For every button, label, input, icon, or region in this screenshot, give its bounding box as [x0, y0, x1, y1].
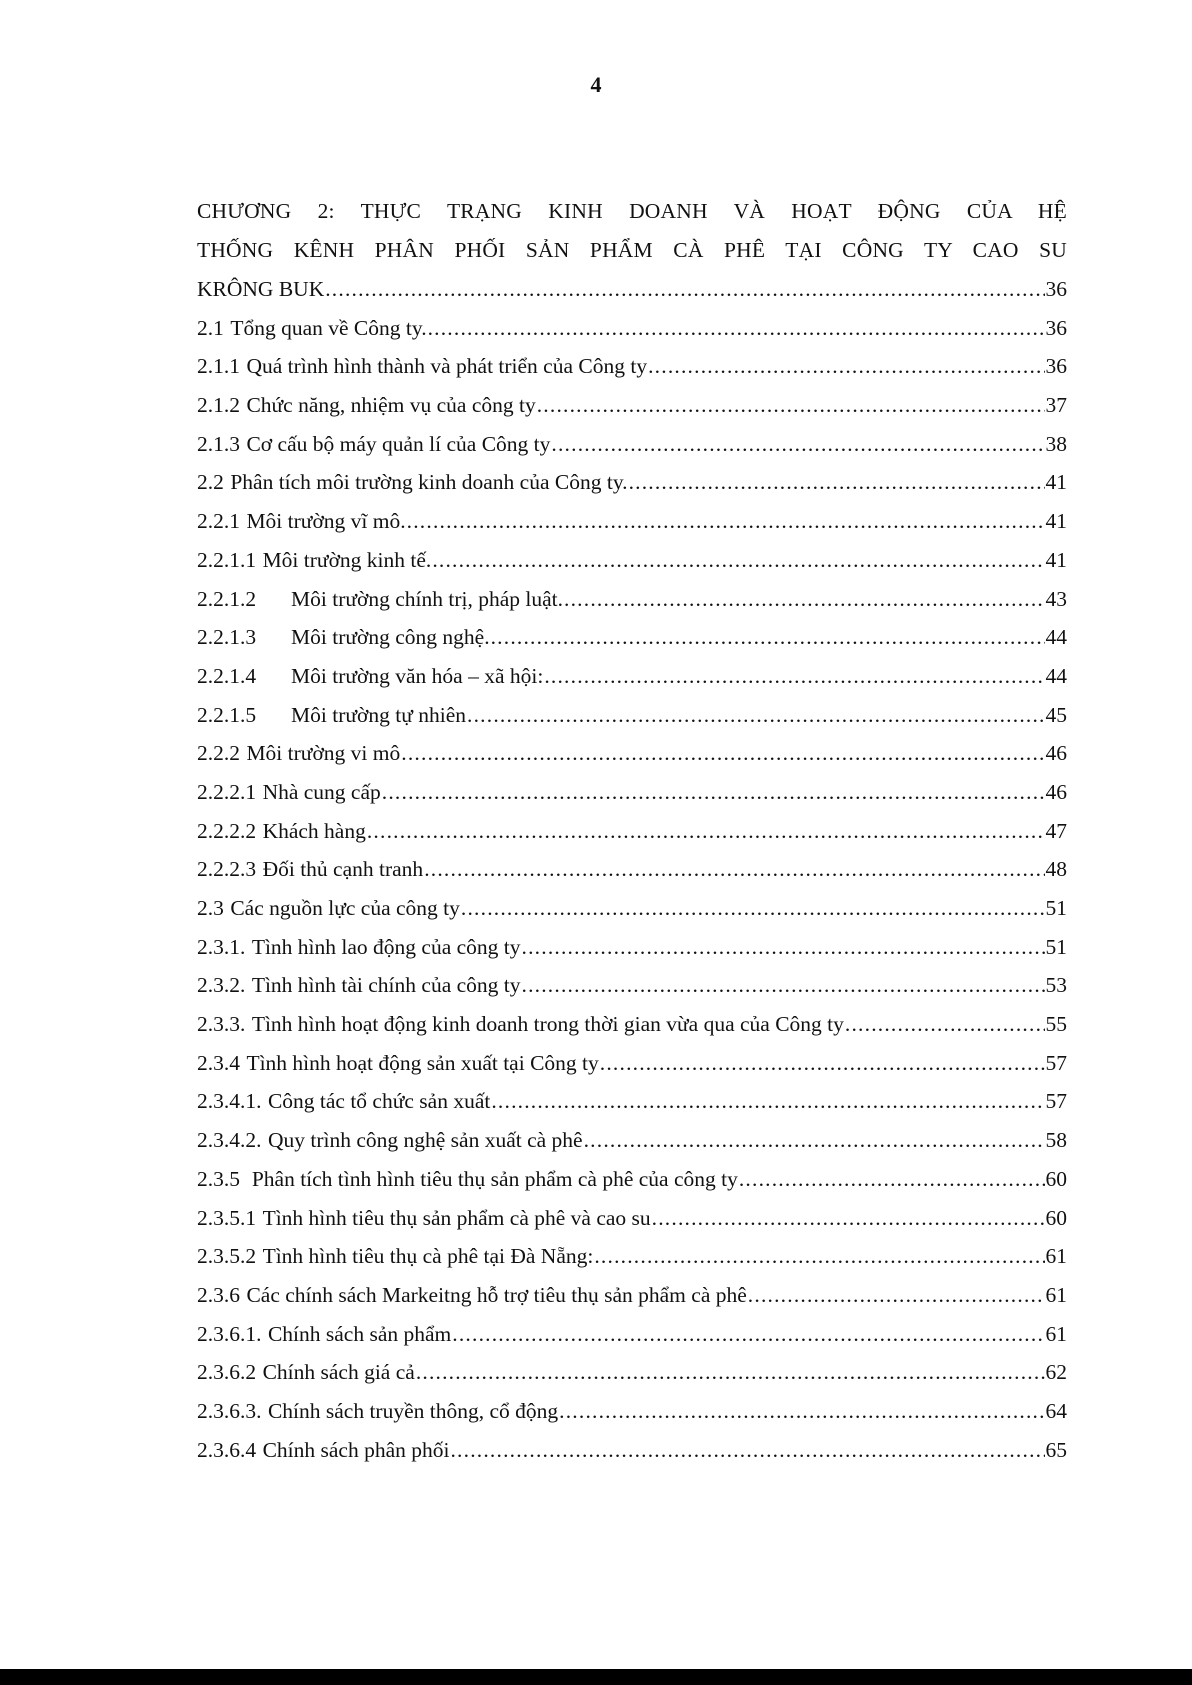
toc-entry-title	[197, 966, 521, 1005]
toc-entry-number: 2.2.1.4	[197, 663, 257, 688]
toc-entry[interactable]	[197, 1044, 1067, 1083]
toc-entry-title	[197, 541, 431, 580]
toc-entry-text: Công tác tổ chức sản xuất	[267, 1089, 491, 1114]
toc-entry-number: 2.3.1.	[197, 934, 246, 959]
toc-entry-text: Nhà cung cấp	[262, 779, 381, 804]
toc-entry-page: 47	[1045, 818, 1067, 843]
toc-entry-page: 36	[1045, 354, 1067, 379]
toc-entry-text: Môi trường kinh tế.	[262, 547, 432, 572]
toc-entry-text: Các chính sách Markeitng hỗ trợ tiêu thụ sản phẩm cà phê	[246, 1282, 747, 1307]
toc-entry-page: 61	[1045, 1244, 1067, 1269]
dot-leader	[382, 773, 1045, 812]
toc-entry-number: 2.3.6.3.	[197, 1398, 262, 1423]
toc-entry-text: Tình hình tiêu thụ cà phê tại Đà Nẵng:	[262, 1244, 594, 1269]
dot-leader	[452, 1315, 1044, 1354]
chapter-heading-line-1: CHƯƠNG 2: THỰC TRẠNG KINH DOANH VÀ HOẠT ĐỘNG CỦA HỆ	[197, 199, 1067, 223]
toc-entry[interactable]	[197, 347, 1067, 386]
toc-entry-page: 41	[1045, 509, 1067, 534]
toc-entry-number: 2.3.2.	[197, 973, 246, 998]
dot-leader	[461, 889, 1045, 928]
toc-entry[interactable]	[197, 1237, 1067, 1276]
toc-entry-title	[197, 850, 423, 889]
dot-leader	[428, 309, 1045, 348]
toc-entry-text: Tình hình tài chính của công ty	[251, 973, 521, 998]
dot-leader	[450, 1431, 1044, 1470]
toc-entry-number: 2.3.4	[197, 1050, 240, 1075]
toc-entry-title	[197, 889, 460, 928]
page-number: 4	[590, 72, 602, 97]
toc-entry[interactable]	[197, 657, 1067, 696]
toc-entry-title	[197, 502, 406, 541]
toc-entry-title	[197, 1005, 844, 1044]
toc-entry-text: Môi trường vi mô	[246, 741, 401, 766]
toc-entry[interactable]	[197, 1199, 1067, 1238]
toc-entry-text: Các nguồn lực của công ty	[230, 896, 460, 920]
toc-entry-page: 64	[1045, 1398, 1067, 1423]
chapter-heading-line-3[interactable]	[197, 270, 1067, 309]
toc-entry-number: 2.3.3.	[197, 1012, 246, 1037]
toc-entry-title	[197, 618, 490, 657]
toc-entry-text: Quy trình công nghệ sản xuất cà phê	[267, 1128, 583, 1153]
dot-leader	[584, 1121, 1045, 1160]
dot-leader	[537, 386, 1045, 425]
toc-entry-page: 36	[1045, 277, 1067, 301]
toc-entry-title	[197, 1315, 451, 1354]
toc-entry-page: 41	[1045, 547, 1067, 572]
toc-entry-page: 61	[1045, 1321, 1067, 1346]
dot-leader	[401, 734, 1044, 773]
toc-entry[interactable]	[197, 386, 1067, 425]
toc-entry-text: Quá trình hình thành và phát triển của Công ty	[246, 354, 648, 379]
dot-leader	[432, 541, 1044, 580]
toc-entry-page: 55	[1045, 1012, 1067, 1037]
toc-entry-title	[197, 1160, 738, 1199]
toc-entry-number: 2.2.2	[197, 741, 240, 766]
toc-entry-number: 2.2.2.3	[197, 857, 257, 882]
dot-leader	[564, 580, 1044, 619]
toc-entry-title	[197, 657, 543, 696]
dot-leader	[416, 1353, 1045, 1392]
toc-entry-number: 2.1.3	[197, 431, 240, 456]
toc-entry-number: 2.2.1.1	[197, 547, 257, 572]
dot-leader	[652, 1199, 1045, 1238]
dot-leader	[367, 812, 1045, 851]
toc-entry-number: 2.1.1	[197, 354, 240, 379]
dot-leader	[491, 1082, 1044, 1121]
toc-entry-text: Chức năng, nhiệm vụ của công ty	[246, 393, 536, 418]
toc-entry-page: 51	[1045, 896, 1067, 920]
toc-entry-page: 46	[1045, 779, 1067, 804]
toc-entry[interactable]	[197, 309, 1067, 348]
toc-entry[interactable]	[197, 966, 1067, 1005]
toc-entry-text: Cơ cấu bộ máy quản lí của Công ty	[246, 431, 551, 456]
dot-leader	[739, 1160, 1045, 1199]
toc-entry-number: 2.1.2	[197, 393, 240, 418]
toc-entry-page: 37	[1045, 393, 1067, 418]
toc-entry-text: Phân tích tình hình tiêu thụ sản phẩm cà phê của công ty	[246, 1166, 738, 1191]
toc-entry-page: 46	[1045, 741, 1067, 766]
toc-entry-title	[197, 696, 466, 735]
toc-entry-page: 62	[1045, 1360, 1067, 1385]
toc-entry-text: Tình hình hoạt động sản xuất tại Công ty	[246, 1050, 599, 1075]
toc-entry-page: 65	[1045, 1437, 1067, 1462]
toc-entry[interactable]	[197, 928, 1067, 967]
toc-entry-page: 44	[1045, 663, 1067, 688]
toc-entry-number: 2.3.6.1.	[197, 1321, 262, 1346]
toc-entry-text: Chính sách sản phẩm	[267, 1321, 452, 1346]
toc-entry-title	[197, 1199, 651, 1238]
toc-entry-text: Đối thủ cạnh tranh	[262, 857, 424, 882]
toc-entry-title: KRÔNG BUK	[197, 277, 325, 301]
toc-entry-text: Tình hình lao động của công ty	[251, 934, 521, 959]
dot-leader	[544, 657, 1044, 696]
toc-entry-number: 2.3.6	[197, 1282, 240, 1307]
toc-entry-title	[197, 1082, 490, 1121]
toc-entry[interactable]	[197, 696, 1067, 735]
toc-entry[interactable]	[197, 1431, 1067, 1470]
toc-entry-page: 58	[1045, 1128, 1067, 1153]
toc-entry-number: 2.2.2.2	[197, 818, 257, 843]
toc-entry[interactable]	[197, 618, 1067, 657]
toc-entry-number: 2.2.1	[197, 509, 240, 534]
toc-entry-text: Môi trường công nghệ.	[291, 625, 490, 650]
toc-entry-number: 2.3.5	[197, 1166, 240, 1191]
toc-entry[interactable]	[197, 425, 1067, 464]
toc-entry-title	[197, 1237, 593, 1276]
dot-leader	[648, 347, 1044, 386]
dot-leader	[594, 1237, 1044, 1276]
dot-leader	[325, 270, 1044, 309]
toc-entry-title	[197, 928, 521, 967]
toc-entry-title	[197, 580, 563, 619]
toc-entry-page: 60	[1045, 1166, 1067, 1191]
toc-entry[interactable]	[197, 541, 1067, 580]
toc-entry-page: 61	[1045, 1282, 1067, 1307]
toc-entry-text: Môi trường văn hóa – xã hội:	[291, 663, 544, 688]
toc-entry-title	[197, 1121, 583, 1160]
bottom-edge-bar	[0, 1669, 1192, 1685]
dot-leader	[629, 463, 1045, 502]
toc-entry-text: Tình hình hoạt động kinh doanh trong thời gian vừa qua của Công ty	[251, 1012, 844, 1037]
toc-entry-page: 53	[1045, 973, 1067, 998]
toc-entry[interactable]	[197, 812, 1067, 851]
toc-entry[interactable]	[197, 1160, 1067, 1199]
toc-entry-text: Chính sách truyền thông, cổ động	[267, 1398, 559, 1423]
dot-leader	[522, 928, 1045, 967]
toc-entry-text: Chính sách phân phối	[262, 1437, 450, 1462]
toc-entry[interactable]	[197, 1276, 1067, 1315]
toc-entry-title	[197, 773, 381, 812]
toc-entry-number: 2.3.5.2	[197, 1244, 257, 1269]
toc-entry-title	[197, 347, 647, 386]
toc-entry-page: 57	[1045, 1050, 1067, 1075]
toc-entry[interactable]	[197, 1353, 1067, 1392]
toc-entry-number: 2.3.4.2.	[197, 1128, 262, 1153]
toc-entry-text: Khách hàng	[262, 818, 366, 843]
toc-entry[interactable]	[197, 580, 1067, 619]
toc-entry-number: 2.1	[197, 315, 224, 340]
toc-entry-text: Tổng quan về Công ty.	[230, 315, 427, 340]
toc-entry-title	[197, 734, 400, 773]
toc-entry-number: 2.3.6.2	[197, 1360, 257, 1385]
toc-entry-title	[197, 386, 536, 425]
toc-entry-text: Môi trường tự nhiên	[291, 702, 467, 727]
toc-entry[interactable]	[197, 502, 1067, 541]
toc-entry-text: Môi trường chính trị, pháp luật.	[291, 586, 564, 611]
toc-entry[interactable]	[197, 773, 1067, 812]
toc-entry-page: 41	[1045, 470, 1067, 495]
toc-entry-title	[197, 463, 628, 502]
toc-entry-list	[197, 309, 1067, 1470]
toc-entry-number: 2.3.6.4	[197, 1437, 257, 1462]
toc-entry[interactable]	[197, 734, 1067, 773]
toc-entry[interactable]	[197, 889, 1067, 928]
toc-entry-number: 2.2.1.3	[197, 625, 257, 650]
toc-entry-title	[197, 812, 366, 851]
chapter-heading-line-2: THỐNG KÊNH PHÂN PHỐI SẢN PHẨM CÀ PHÊ TẠI CÔNG TY CAO SU	[197, 238, 1067, 262]
toc-entry-number: 2.2.1.2	[197, 586, 257, 611]
toc-entry-text: Môi trường vĩ mô.	[246, 509, 406, 534]
dot-leader	[559, 1392, 1044, 1431]
toc-entry-title	[197, 425, 550, 464]
toc-entry-title	[197, 1392, 558, 1431]
toc-entry-page: 43	[1045, 586, 1067, 611]
toc-entry-page: 44	[1045, 625, 1067, 650]
toc-entry-number: 2.2	[197, 470, 224, 495]
toc-entry-number: 2.3	[197, 896, 224, 920]
dot-leader	[551, 425, 1044, 464]
toc-entry-page: 51	[1045, 934, 1067, 959]
toc-entry-page: 48	[1045, 857, 1067, 882]
toc-entry-page: 38	[1045, 431, 1067, 456]
toc-entry[interactable]	[197, 463, 1067, 502]
toc-entry-number: 2.3.4.1.	[197, 1089, 262, 1114]
toc-entry-text: Chính sách giá cả	[262, 1360, 415, 1385]
toc-entry-number: 2.2.1.5	[197, 702, 257, 727]
toc-entry-title	[197, 309, 427, 348]
toc-entry-title	[197, 1044, 599, 1083]
toc-entry[interactable]	[197, 1005, 1067, 1044]
toc-entry-title	[197, 1353, 415, 1392]
dot-leader	[748, 1276, 1045, 1315]
toc-entry[interactable]	[197, 1121, 1067, 1160]
dot-leader	[424, 850, 1044, 889]
toc-entry-page: 60	[1045, 1205, 1067, 1230]
toc-entry-text: Phân tích môi trường kinh doanh của Công ty.	[230, 470, 628, 495]
toc-entry-page: 36	[1045, 315, 1067, 340]
toc-entry[interactable]	[197, 850, 1067, 889]
toc-entry-title	[197, 1431, 449, 1470]
dot-leader	[467, 696, 1044, 735]
dot-leader	[491, 618, 1045, 657]
toc-entry-page: 57	[1045, 1089, 1067, 1114]
table-of-contents	[197, 192, 1067, 1469]
toc-entry-page: 45	[1045, 702, 1067, 727]
toc-entry-number: 2.3.5.1	[197, 1205, 257, 1230]
toc-entry-number: 2.2.2.1	[197, 779, 257, 804]
toc-entry[interactable]	[197, 1082, 1067, 1121]
toc-entry[interactable]	[197, 1392, 1067, 1431]
dot-leader	[522, 966, 1045, 1005]
toc-entry-text: Tình hình tiêu thụ sản phẩm cà phê và cao su	[262, 1205, 651, 1230]
dot-leader	[600, 1044, 1045, 1083]
toc-entry-title	[197, 1276, 747, 1315]
toc-entry[interactable]	[197, 1315, 1067, 1354]
dot-leader	[845, 1005, 1045, 1044]
dot-leader	[407, 502, 1045, 541]
